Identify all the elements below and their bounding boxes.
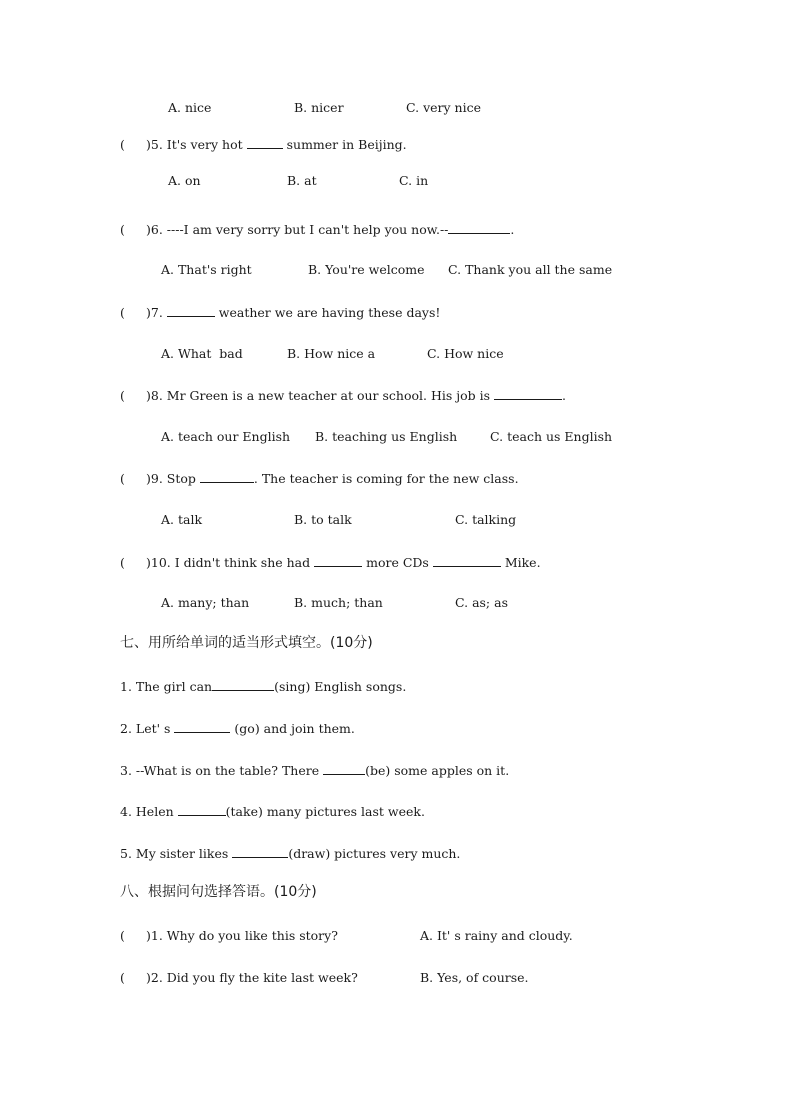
answer-paren[interactable]: (	[120, 222, 125, 237]
q8-option-a: A. teach our English	[161, 429, 291, 444]
q9-option-c: C. talking	[455, 512, 517, 527]
answer-paren[interactable]: (	[120, 555, 125, 570]
blank[interactable]	[494, 387, 562, 400]
answer-paren[interactable]: (	[120, 388, 125, 403]
match-item-1: ( )1. Why do you like this story?	[120, 928, 338, 943]
blank[interactable]	[167, 304, 215, 317]
answer-paren[interactable]: (	[120, 305, 125, 320]
question-8: ( )8. Mr Green is a new teacher at our school. His job is .	[120, 388, 566, 403]
q8-option-b: B. teaching us English	[315, 429, 458, 444]
q5-option-b: B. at	[287, 173, 317, 188]
q7-option-b: B. How nice a	[287, 346, 376, 361]
blank[interactable]	[247, 136, 283, 149]
q6-option-b: B. You're welcome	[308, 262, 425, 277]
match-answer-b: B. Yes, of course.	[420, 970, 529, 985]
q5-option-a: A. on	[168, 173, 201, 188]
q4-option-c: C. very nice	[406, 100, 481, 115]
q6-option-c: C. Thank you all the same	[448, 262, 613, 277]
blank[interactable]	[178, 803, 226, 816]
q4-option-a: A. nice	[168, 100, 212, 115]
answer-paren[interactable]: (	[120, 471, 125, 486]
blank[interactable]	[433, 554, 501, 567]
question-5: ( )5. It's very hot summer in Beijing.	[120, 137, 407, 152]
blank[interactable]	[200, 470, 254, 483]
fill-item-4: 4. Helen (take) many pictures last week.	[120, 804, 425, 819]
q10-option-a: A. many; than	[161, 595, 250, 610]
match-item-2: ( )2. Did you fly the kite last week?	[120, 970, 358, 985]
fill-item-5: 5. My sister likes (draw) pictures very much.	[120, 846, 461, 861]
fill-item-1: 1. The girl can (sing) English songs.	[120, 679, 407, 694]
question-6: ( )6. ----I am very sorry but I can't help you now.-- .	[120, 222, 515, 237]
blank[interactable]	[212, 678, 274, 691]
q10-option-b: B. much; than	[294, 595, 383, 610]
q6-option-a: A. That's right	[161, 262, 252, 277]
blank[interactable]	[448, 221, 510, 234]
fill-item-2: 2. Let' s (go) and join them.	[120, 721, 355, 736]
question-9: ( )9. Stop . The teacher is coming for the new class.	[120, 471, 519, 486]
section-8-title: 八、根据问句选择答语。(10分)	[120, 884, 317, 900]
q4-option-b: B. nicer	[294, 100, 344, 115]
q7-option-a: A. What bad	[161, 346, 243, 361]
answer-paren[interactable]: (	[120, 970, 125, 985]
question-10: ( )10. I didn't think she had more CDs Mike.	[120, 555, 541, 570]
blank[interactable]	[174, 720, 230, 733]
q7-option-c: C. How nice	[427, 346, 504, 361]
q9-option-a: A. talk	[161, 512, 203, 527]
blank[interactable]	[323, 762, 365, 775]
q10-option-c: C. as; as	[455, 595, 508, 610]
fill-item-3: 3. --What is on the table? There (be) some apples on it.	[120, 763, 510, 778]
question-7: ( )7. weather we are having these days!	[120, 305, 441, 320]
match-answer-a: A. It' s rainy and cloudy.	[420, 928, 573, 943]
q9-option-b: B. to talk	[294, 512, 352, 527]
q8-option-c: C. teach us English	[490, 429, 613, 444]
answer-paren[interactable]: (	[120, 137, 125, 152]
section-7-title: 七、用所给单词的适当形式填空。(10分)	[120, 635, 373, 651]
q5-option-c: C. in	[399, 173, 429, 188]
blank[interactable]	[314, 554, 362, 567]
answer-paren[interactable]: (	[120, 928, 125, 943]
blank[interactable]	[232, 845, 288, 858]
